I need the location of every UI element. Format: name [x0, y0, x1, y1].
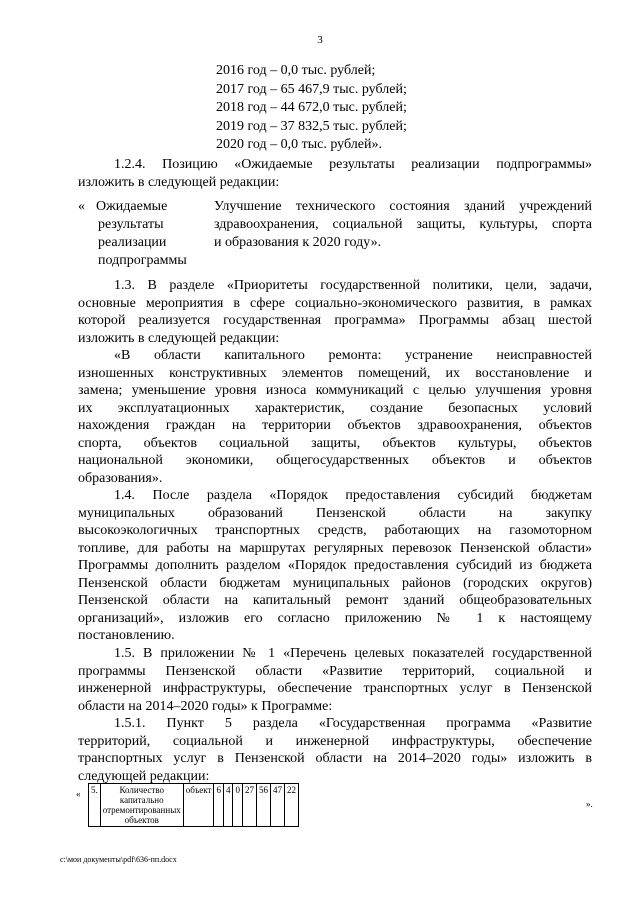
table-open-quote: « [76, 789, 81, 799]
amount-line: 2016 год – 0,0 тыс. рублей; [216, 63, 376, 78]
text-line: 1.4. После раздела «Порядок предоставления субсидий бюджетам [114, 488, 592, 503]
text-line: изложить в следующей редакции: [78, 174, 280, 190]
text-line: здравоохранения, социальной защиты, культуры, спорта [214, 217, 592, 232]
label-line: результаты [98, 217, 164, 232]
page-number: 3 [317, 34, 323, 46]
text-line: области на 2014–2020 годы» к Программе: [78, 698, 333, 714]
text-line: национальной экономики, общегосударственных объектов и объектов [78, 453, 592, 468]
table-cell: 0 [233, 784, 243, 827]
table-cell: 5. [89, 784, 101, 827]
table-cell: 4 [223, 784, 233, 827]
table-row [89, 784, 299, 827]
text-line: Программы дополнить разделом «Порядок предоставления субсидий из бюджета [78, 558, 592, 573]
text-line: организаций», изложив его согласно приложению № 1 к настоящему [78, 610, 592, 626]
text-line: 1.2.4. Позицию «Ожидаемые результаты реализации подпрограммы» [114, 157, 592, 172]
table-cell: Количество капитально отремонтированных объектов [100, 784, 183, 827]
paragraph-1-5-1 [78, 715, 592, 785]
results-label [96, 198, 206, 270]
text-line: 1.3. В разделе «Приоритеты государственной политики, цели, задачи, [114, 278, 592, 293]
amount-line: 2020 год – 0,0 тыс. рублей». [216, 137, 382, 152]
text-line: следующей редакции: [78, 768, 210, 784]
text-line: их эксплуатационных характеристик, создание безопасных условий [78, 400, 592, 416]
text-line: инженерной инфраструктуры, обеспечение транспортных услуг в Пензенской [78, 681, 592, 696]
text-line: основные мероприятия в сфере социально-экономического развития, в рамках [78, 295, 592, 311]
indicator-table [88, 783, 299, 827]
text-line: Улучшение технического состояния зданий учреждений [214, 199, 592, 214]
paragraph-1-3-quote [78, 347, 592, 487]
table-cell: 56 [256, 784, 270, 827]
paragraph-1-4 [78, 487, 592, 645]
text-line: Пензенской области на капитальный ремонт зданий общеобразовательных [78, 593, 592, 608]
amount-line: 2018 год – 44 672,0 тыс. рублей; [216, 100, 407, 115]
paragraph-1-2-4 [78, 156, 592, 191]
text-line: 1.5. В приложении № 1 «Перечень целевых показателей государственной [114, 646, 592, 661]
table-cell: 47 [270, 784, 284, 827]
amount-line: 2017 год – 65 467,9 тыс. рублей; [216, 81, 407, 97]
text-line: 1.5.1. Пункт 5 раздела «Государственная программа «Развитие [114, 716, 592, 731]
table-close-quote: ». [586, 799, 593, 809]
text-line: и образования к 2020 году». [214, 235, 382, 250]
text-line: постановлению. [78, 628, 175, 643]
label-line: Ожидаемые [96, 199, 168, 214]
text-line: образования». [78, 470, 163, 486]
text-line: топливе, для работы на маршрутах регулярных перевозок Пензенской области» [78, 540, 592, 556]
open-quote: « [78, 199, 85, 214]
text-line: нахождения граждан на территории объектов здравоохранения, объектов [78, 418, 592, 433]
text-line: изношенных конструктивных элементов помещений, их восстановление и [78, 365, 592, 381]
text-line: транспортных услуг в Пензенской области на 2014–2020 годы» изложить в [78, 751, 592, 766]
label-line: реализации [98, 235, 167, 250]
text-line: «В области капитального ремонта: устранение неисправностей [114, 348, 592, 363]
table-cell: объект [183, 784, 214, 827]
text-line: изложить в следующей редакции: [78, 330, 280, 346]
text-line: замена; уменьшение уровня износа коммуникаций с целью улучшения уровня [78, 383, 592, 398]
text-line: спорта, объектов социальной защиты, объектов культуры, объектов [78, 435, 592, 451]
table-cell: 22 [284, 784, 298, 827]
text-line: Пензенской области бюджетам муниципальных районов (городских округов) [78, 575, 592, 591]
table-cell: 27 [242, 784, 256, 827]
amount-line: 2019 год – 37 832,5 тыс. рублей; [216, 118, 407, 134]
paragraph-1-5 [78, 645, 592, 715]
funding-amounts-list [216, 62, 407, 155]
text-line: территорий, социальной и инженерной инфраструктуры, обеспечение [78, 733, 592, 749]
text-line: которой реализуется государственная программа» Программы абзац шестой [78, 313, 592, 328]
results-text [214, 198, 592, 252]
text-line: высокоэкологичных транспортных средств, работающих на газомоторном [78, 523, 592, 538]
table-cell: 6 [214, 784, 224, 827]
paragraph-1-3 [78, 277, 592, 347]
text-line: муниципальных образований Пензенской области на закупку [78, 505, 592, 521]
text-line: программы Пензенской области «Развитие территорий, социальной и [78, 663, 592, 679]
label-line: подпрограммы [98, 253, 187, 268]
footer-file-path: c:\мои документы\pdf\636-пп.docx [60, 855, 177, 864]
